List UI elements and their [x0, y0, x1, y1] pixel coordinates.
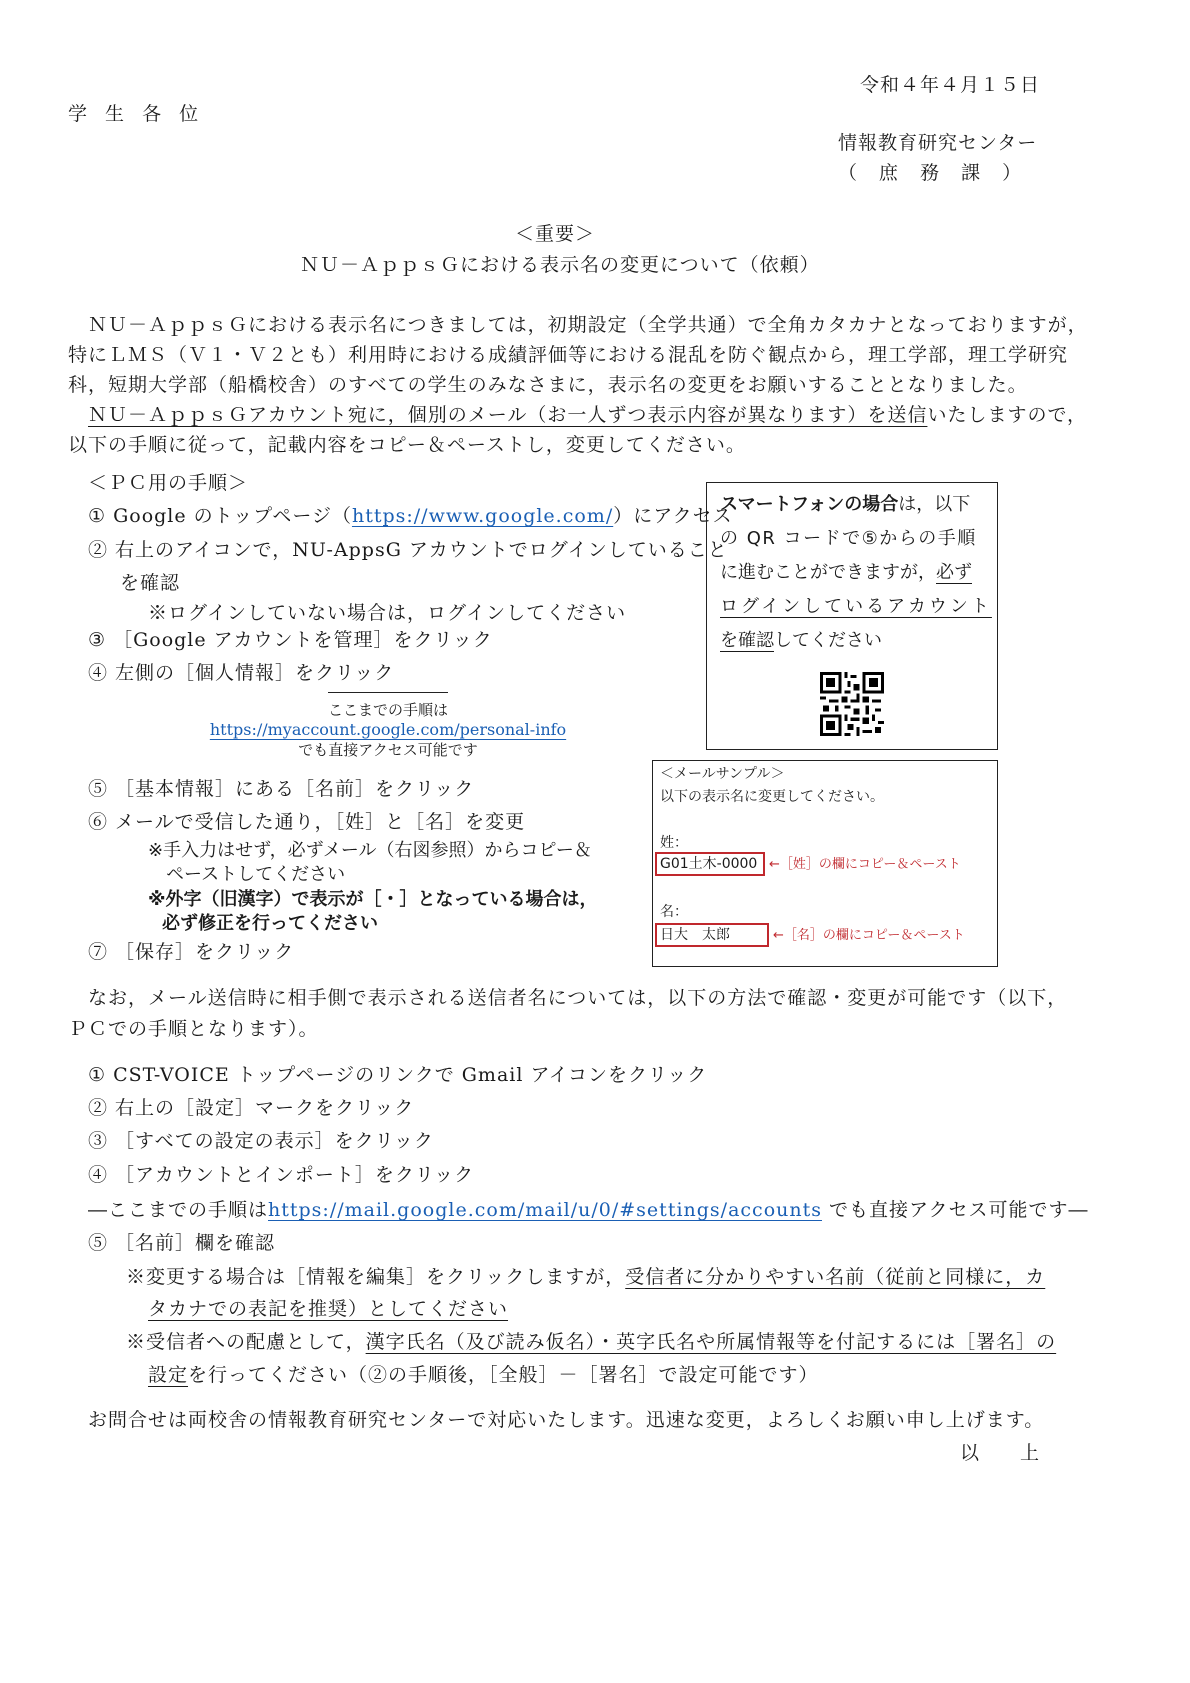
- sender-dept: （ 庶 務 課 ）: [838, 162, 1030, 184]
- sender-note2-line1: [126, 1333, 1056, 1352]
- sender-step-5: ⑤ ［名前］欄を確認: [88, 1232, 276, 1254]
- sender-step-1: ① CST-VOICE トップページのリンクで Gmail アイコンをクリック: [88, 1064, 708, 1086]
- smartphone-line5: [720, 632, 882, 650]
- smartphone-heading: スマートフォンの場合: [720, 494, 899, 515]
- pc-step-7: ⑦ ［保存］をクリック: [88, 941, 295, 963]
- pc-step-6-note1-line2: ペーストしてください: [166, 864, 346, 885]
- direct-access-link-wrap: [170, 722, 606, 738]
- pc-step-1-post: ）にアクセス: [613, 505, 733, 527]
- sender-intro-line1: なお，メール送信時に相手側で表示される送信者名については，以下の方法で確認・変更が可能です（以下，: [88, 987, 1068, 1009]
- smartphone-line2: の QR コードで⑤からの手順: [720, 528, 977, 549]
- myaccount-personal-info-link[interactable]: https://myaccount.google.com/personal-info: [209, 720, 567, 739]
- recipient: 学 生 各 位: [68, 103, 205, 125]
- smartphone-line4: ログインしているアカウント: [720, 596, 992, 617]
- pc-step-6-note1-line1: ※手入力はせず，必ずメール（右図参照）からコピー＆: [148, 840, 592, 861]
- gmail-direct-access: [88, 1201, 1088, 1220]
- importance-label: ＜重要＞: [515, 223, 596, 245]
- pc-step-5: ⑤ ［基本情報］にある［名前］をクリック: [88, 778, 475, 800]
- smartphone-line3-underlined: 必ず: [936, 562, 972, 583]
- sender-note1-line2: タカナでの表記を推奨）としてください: [148, 1298, 509, 1320]
- pc-step-3: ③ ［Google アカウントを管理］をクリック: [88, 629, 493, 651]
- qr-code-icon[interactable]: [820, 672, 884, 736]
- smartphone-line5-underlined: を確認: [720, 630, 774, 651]
- sender-note2-line2: [148, 1366, 819, 1385]
- intro-p2-line2: 以下の手順に従って，記載内容をコピー＆ペーストし，変更してください。: [68, 434, 746, 456]
- sender-note2-underlined: 漢字氏名（及び読み仮名）・英字氏名や所属情報等を付記するには［署名］の: [365, 1331, 1057, 1353]
- pc-step-2-note: ※ログインしていない場合は，ログインしてください: [148, 602, 627, 624]
- sender-org: 情報教育研究センター: [838, 132, 1038, 154]
- smartphone-line3: [720, 564, 972, 582]
- pc-step-6: ⑥ メールで受信した通り，［姓］と［名］を変更: [88, 811, 526, 833]
- closing: 以 上: [959, 1442, 1040, 1464]
- smartphone-line5-rest: してください: [774, 630, 882, 651]
- pc-step-4: ④ 左側の［個人情報］をクリック: [88, 662, 395, 684]
- smartphone-line1-rest: は，以下: [898, 494, 971, 515]
- document-subject: ＮＵ－ＡｐｐｓＧにおける表示名の変更について（依頼）: [300, 254, 820, 276]
- pc-step-6-note2-line2: 必ず修正を行ってください: [162, 913, 378, 934]
- pc-step-1-text: ① Google のトップページ（: [88, 505, 352, 527]
- sender-note1-text: ※変更する場合は［情報を編集］をクリックしますが，: [126, 1266, 626, 1288]
- pc-steps-heading: ＜ＰＣ用の手順＞: [88, 472, 249, 494]
- mei-note: ←［名］の欄にコピー＆ペースト: [773, 928, 965, 943]
- sender-intro-line2: ＰＣでの手順となります）。: [68, 1018, 319, 1040]
- direct-access-line1: ここまでの手順は: [327, 701, 448, 719]
- sender-note1-underlined: 受信者に分かりやすい名前（従前と同様に，カ: [625, 1266, 1046, 1288]
- gmail-settings-accounts-link[interactable]: https://mail.google.com/mail/u/0/#settings/accounts: [268, 1199, 822, 1221]
- sei-note: ←［姓］の欄にコピー＆ペースト: [769, 857, 961, 872]
- intro-p2-line1: [88, 406, 1087, 425]
- direct-access-rule: [328, 692, 448, 693]
- intro-p1-line1: ＮＵ－ＡｐｐｓＧにおける表示名につきましては，初期設定（全学共通）で全角カタカナとなっておりますが，: [88, 314, 1088, 336]
- sei-label: 姓：: [660, 835, 688, 851]
- sender-note2-underlined2: 設定: [148, 1364, 189, 1386]
- sender-step-4: ④ ［アカウントとインポート］をクリック: [88, 1164, 475, 1186]
- sender-step-3: ③ ［すべての設定の表示］をクリック: [88, 1130, 434, 1152]
- pc-step-2-line2: を確認: [120, 572, 181, 594]
- mail-sample-title: ＜メールサンプル＞: [660, 766, 785, 782]
- sender-note2-rest: を行ってください（②の手順後，［全般］－［署名］で設定可能です）: [188, 1364, 819, 1386]
- intro-p2-rest: いたしますので，: [927, 404, 1088, 426]
- intro-p2-underlined: ＮＵ－ＡｐｐｓＧアカウント宛に，個別のメール（お一人ずつ表示内容が異なります）を送信: [88, 404, 928, 426]
- document-date: 令和４年４月１５日: [859, 74, 1040, 96]
- contact-note: お問合せは両校舎の情報教育研究センターで対応いたします。迅速な変更，よろしくお願い申し上げます。: [88, 1409, 1045, 1431]
- gmail-direct-pre: ―ここまでの手順は: [88, 1199, 269, 1221]
- intro-p1-line3: 科，短期大学部（船橋校舎）のすべての学生のみなさまに，表示名の変更をお願いすることとなりました。: [68, 374, 1028, 396]
- pc-step-1: [88, 507, 733, 526]
- smartphone-line1: [720, 496, 970, 514]
- sei-value: G01土木-0000: [660, 856, 758, 872]
- pc-step-2-line1: ② 右上のアイコンで，NU-AppsG アカウントでログインしていること: [88, 539, 728, 561]
- sender-note2-text: ※受信者への配慮として，: [126, 1331, 366, 1353]
- sender-step-2: ② 右上の［設定］マークをクリック: [88, 1097, 415, 1119]
- intro-p1-line2: 特にＬＭＳ（Ｖ１・Ｖ２とも）利用時における成績評価等における混乱を防ぐ観点から，理工学部，理工学研究: [68, 344, 1069, 366]
- google-top-link[interactable]: https://www.google.com/: [351, 505, 614, 527]
- pc-step-6-note2-line1: ※外字（旧漢字）で表示が［・］となっている場合は，: [148, 889, 598, 910]
- gmail-direct-post: でも直接アクセス可能です―: [822, 1199, 1089, 1221]
- mei-value: 日大 太郎: [660, 927, 730, 943]
- direct-access-line3: でも直接アクセス可能です: [298, 741, 478, 759]
- mei-label: 名：: [660, 904, 688, 920]
- mail-sample-instruction: 以下の表示名に変更してください。: [660, 789, 884, 805]
- smartphone-line3-text: に進むことができますが，: [720, 562, 936, 583]
- sender-note1-line1: [126, 1268, 1045, 1287]
